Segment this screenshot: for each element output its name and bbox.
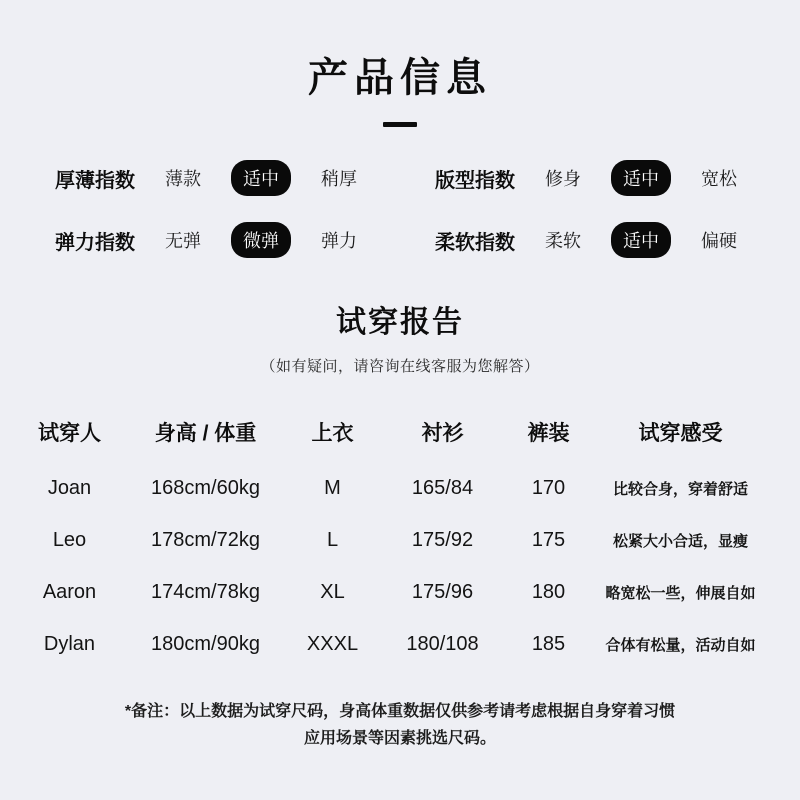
index-label-fit: 版型指数: [435, 169, 515, 192]
cell-shirt-size: 175/96: [411, 580, 474, 603]
cell-height-weight: 178cm/72kg: [151, 528, 260, 551]
index-option-thin: 薄款: [165, 169, 201, 189]
cell-top-size: M: [324, 476, 341, 499]
cell-feeling: 略宽松一些，伸展自如: [605, 584, 756, 602]
cell-top-size: XXXL: [306, 632, 359, 655]
index-group-thickness: [0, 163, 400, 193]
cell-tester-name: Joan: [47, 476, 92, 499]
size-note-line2: 应用场景等因素挑选尺码。: [303, 730, 496, 747]
page-title: 产品信息: [308, 56, 492, 100]
column-header-shirt: 衬衫: [421, 422, 464, 445]
tryon-report-table: [0, 412, 756, 670]
index-option-regular-selected: 适中: [611, 160, 671, 196]
cell-height-weight: 180cm/90kg: [151, 632, 260, 655]
index-option-no-stretch: 无弹: [165, 231, 201, 251]
column-header-pants: 裤装: [527, 422, 570, 445]
cell-tester-name: Leo: [52, 528, 87, 551]
index-group-elasticity: [0, 225, 400, 255]
size-note-line1: *备注：以上数据为试穿尺码，身高体重数据仅供参考请考虑根据自身穿着习惯: [124, 703, 676, 720]
index-label-elasticity: 弹力指数: [55, 231, 135, 254]
index-label-thickness: 厚薄指数: [55, 169, 135, 192]
column-header-feeling: 试穿感受: [638, 422, 723, 445]
index-group-fit: [400, 163, 800, 193]
index-option-slim: 修身: [545, 169, 581, 189]
index-option-slight-stretch-selected: 微弹: [231, 222, 291, 258]
cell-shirt-size: 165/84: [411, 476, 474, 499]
index-option-stretchy: 弹力: [321, 231, 357, 251]
cell-feeling: 比较合身，穿着舒适: [612, 480, 748, 498]
index-option-thick: 稍厚: [321, 169, 357, 189]
index-option-medium-soft-selected: 适中: [611, 222, 671, 258]
tryon-report-subtitle: （如有疑问，请咨询在线客服为您解答）: [260, 358, 540, 375]
cell-height-weight: 168cm/60kg: [151, 476, 260, 499]
index-option-firm: 偏硬: [701, 231, 737, 251]
cell-top-size: L: [326, 528, 339, 551]
title-divider-dash: [383, 122, 417, 127]
cell-tester-name: Dylan: [43, 632, 96, 655]
cell-pants-size: 175: [531, 528, 566, 551]
size-note: [0, 698, 800, 752]
tryon-report-title: 试穿报告: [336, 306, 464, 339]
index-group-softness: [400, 225, 800, 255]
cell-tester-name: Aaron: [42, 580, 97, 603]
product-index-section: [0, 163, 800, 255]
index-option-medium-selected: 适中: [231, 160, 291, 196]
cell-feeling: 松紧大小合适，显瘦: [612, 532, 748, 550]
cell-shirt-size: 180/108: [406, 632, 479, 655]
cell-pants-size: 170: [531, 476, 566, 499]
cell-pants-size: 180: [531, 580, 566, 603]
index-label-softness: 柔软指数: [435, 231, 515, 254]
index-option-soft: 柔软: [545, 231, 581, 251]
cell-pants-size: 185: [531, 632, 566, 655]
column-header-tester: 试穿人: [38, 422, 101, 445]
cell-feeling: 合体有松量，活动自如: [605, 636, 756, 654]
cell-top-size: XL: [320, 580, 345, 603]
index-option-loose: 宽松: [701, 169, 737, 189]
cell-shirt-size: 175/92: [411, 528, 474, 551]
column-header-height-weight: 身高 / 体重: [154, 422, 257, 445]
cell-height-weight: 174cm/78kg: [151, 580, 260, 603]
column-header-top: 上衣: [311, 422, 354, 445]
